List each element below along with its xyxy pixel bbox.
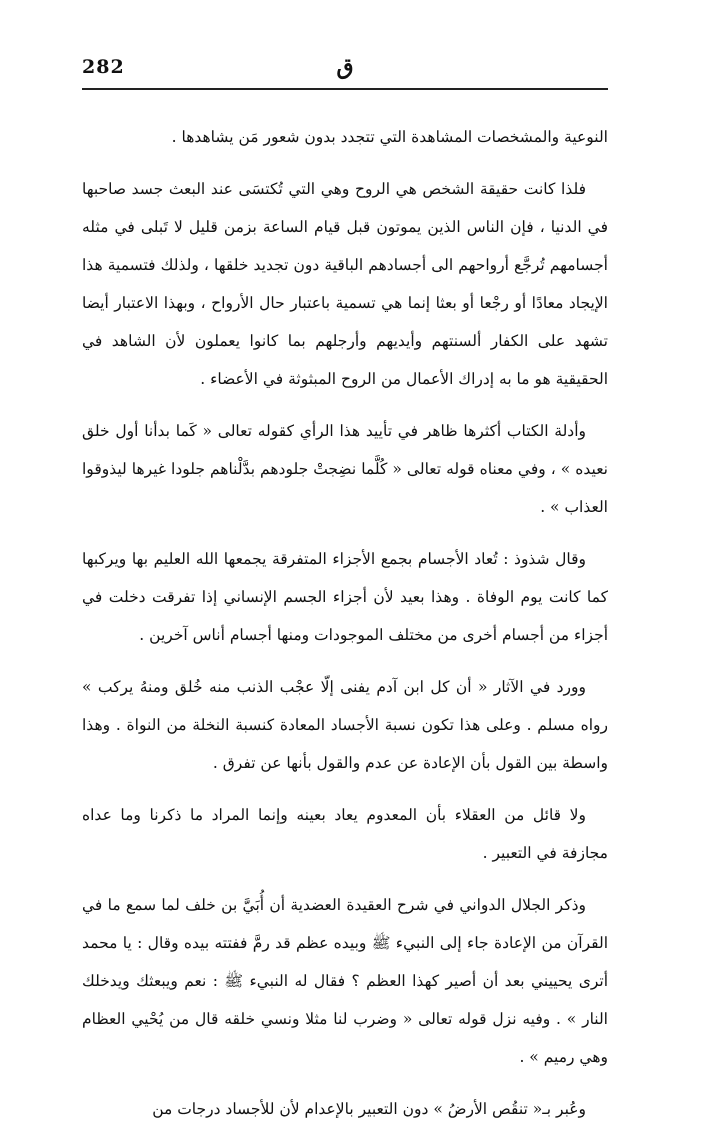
paragraph-5: وورد في الآثار « أن كل ابن آدم يفنى إلّا عجْب الذنب منه خُلق ومنهُ يركب » رواه مسلم . وعلى هذا تكون نسبة الأجساد المعادة كنسبة النخلة من النواة . وهذا واسطة بين القول بأن الإعادة عن عدم والقول بأنها عن تفرق . xyxy=(82,678,608,772)
paragraph-3: وأدلة الكتاب أكثرها ظاهر في تأييد هذا الرأي كقوله تعالى « كَما بدأنا أول خلق نعيده » ، وفي معناه قوله تعالى « كُلَّما نضِجتْ جلودهم بدَّلْناهم جلودا غيرها ليذوقوا العذاب » . xyxy=(82,422,608,516)
paragraph-8: وعُبر بـ« تنقُص الأرضُ » دون التعبير بالإعدام لأن للأجساد درجات من xyxy=(152,1100,586,1118)
page-body xyxy=(82,118,608,1142)
paragraph-2: فلذا كانت حقيقة الشخص هي الروح وهي التي تُكتسَى عند البعث جسد صاحبها في الدنيا ، فإن الناس الذين يموتون قبل قيام الساعة بزمن قليل لا تَبلى في مثله أجسامهم تُرجَّع أرواحهم الى أجسادهم الباقية دون تجديد خلقها ، ولذلك فتسمية هذا الإيجاد معادًا أو رجْعا أو بعثا إنما هي تسمية باعتبار حال الأرواح ، وبهذا الاعتبار أيضا تشهد على الكفار ألسنتهم وأيديهم وأرجلهم بما كانوا يعملون لأن الشاهد في الحقيقية هو ما به إدراك الأعمال من الروح المبثوثة في الأعضاء . xyxy=(82,180,608,388)
header-rule xyxy=(82,88,608,90)
running-head: ق xyxy=(336,54,354,80)
page-number: 282 xyxy=(82,56,125,78)
paragraph-4: وقال شذوذ : تُعاد الأجسام بجمع الأجزاء المتفرقة يجمعها الله العليم بها ويركبها كما كانت يوم الوفاة . وهذا بعيد لأن أجزاء الجسم الإنساني إذا تفرقت دخلت في أجزاء من أجسام أخرى من مختلف الموجودات ومنها أجسام أناس آخرين . xyxy=(82,550,608,644)
paragraph-7: وذكر الجلال الدواني في شرح العقيدة العضدية أن أُبَيَّ بن خلف لما سمع ما في القرآن من الإعادة جاء إلى النبيء ﷺ وبيده عظم قد رمَّ ففتته بيده وقال : يا محمد أترى يحييني بعد أن أصير كهذا العظم ؟ فقال له النبيء ﷺ : نعم ويبعثك ويدخلك النار » . وفيه نزل قوله تعالى « وضرب لنا مثلا ونسي خلقه قال من يُحْيي العظام وهي رميم » . xyxy=(82,896,608,1066)
page-header xyxy=(82,52,608,88)
paragraph-1: النوعية والمشخصات المشاهدة التي تتجدد بدون شعور مَن يشاهدها . xyxy=(171,128,608,146)
paragraph-6: ولا قائل من العقلاء بأن المعدوم يعاد بعينه وإنما المراد ما ذكرنا وما عداه مجازفة في التعبير . xyxy=(82,806,608,862)
